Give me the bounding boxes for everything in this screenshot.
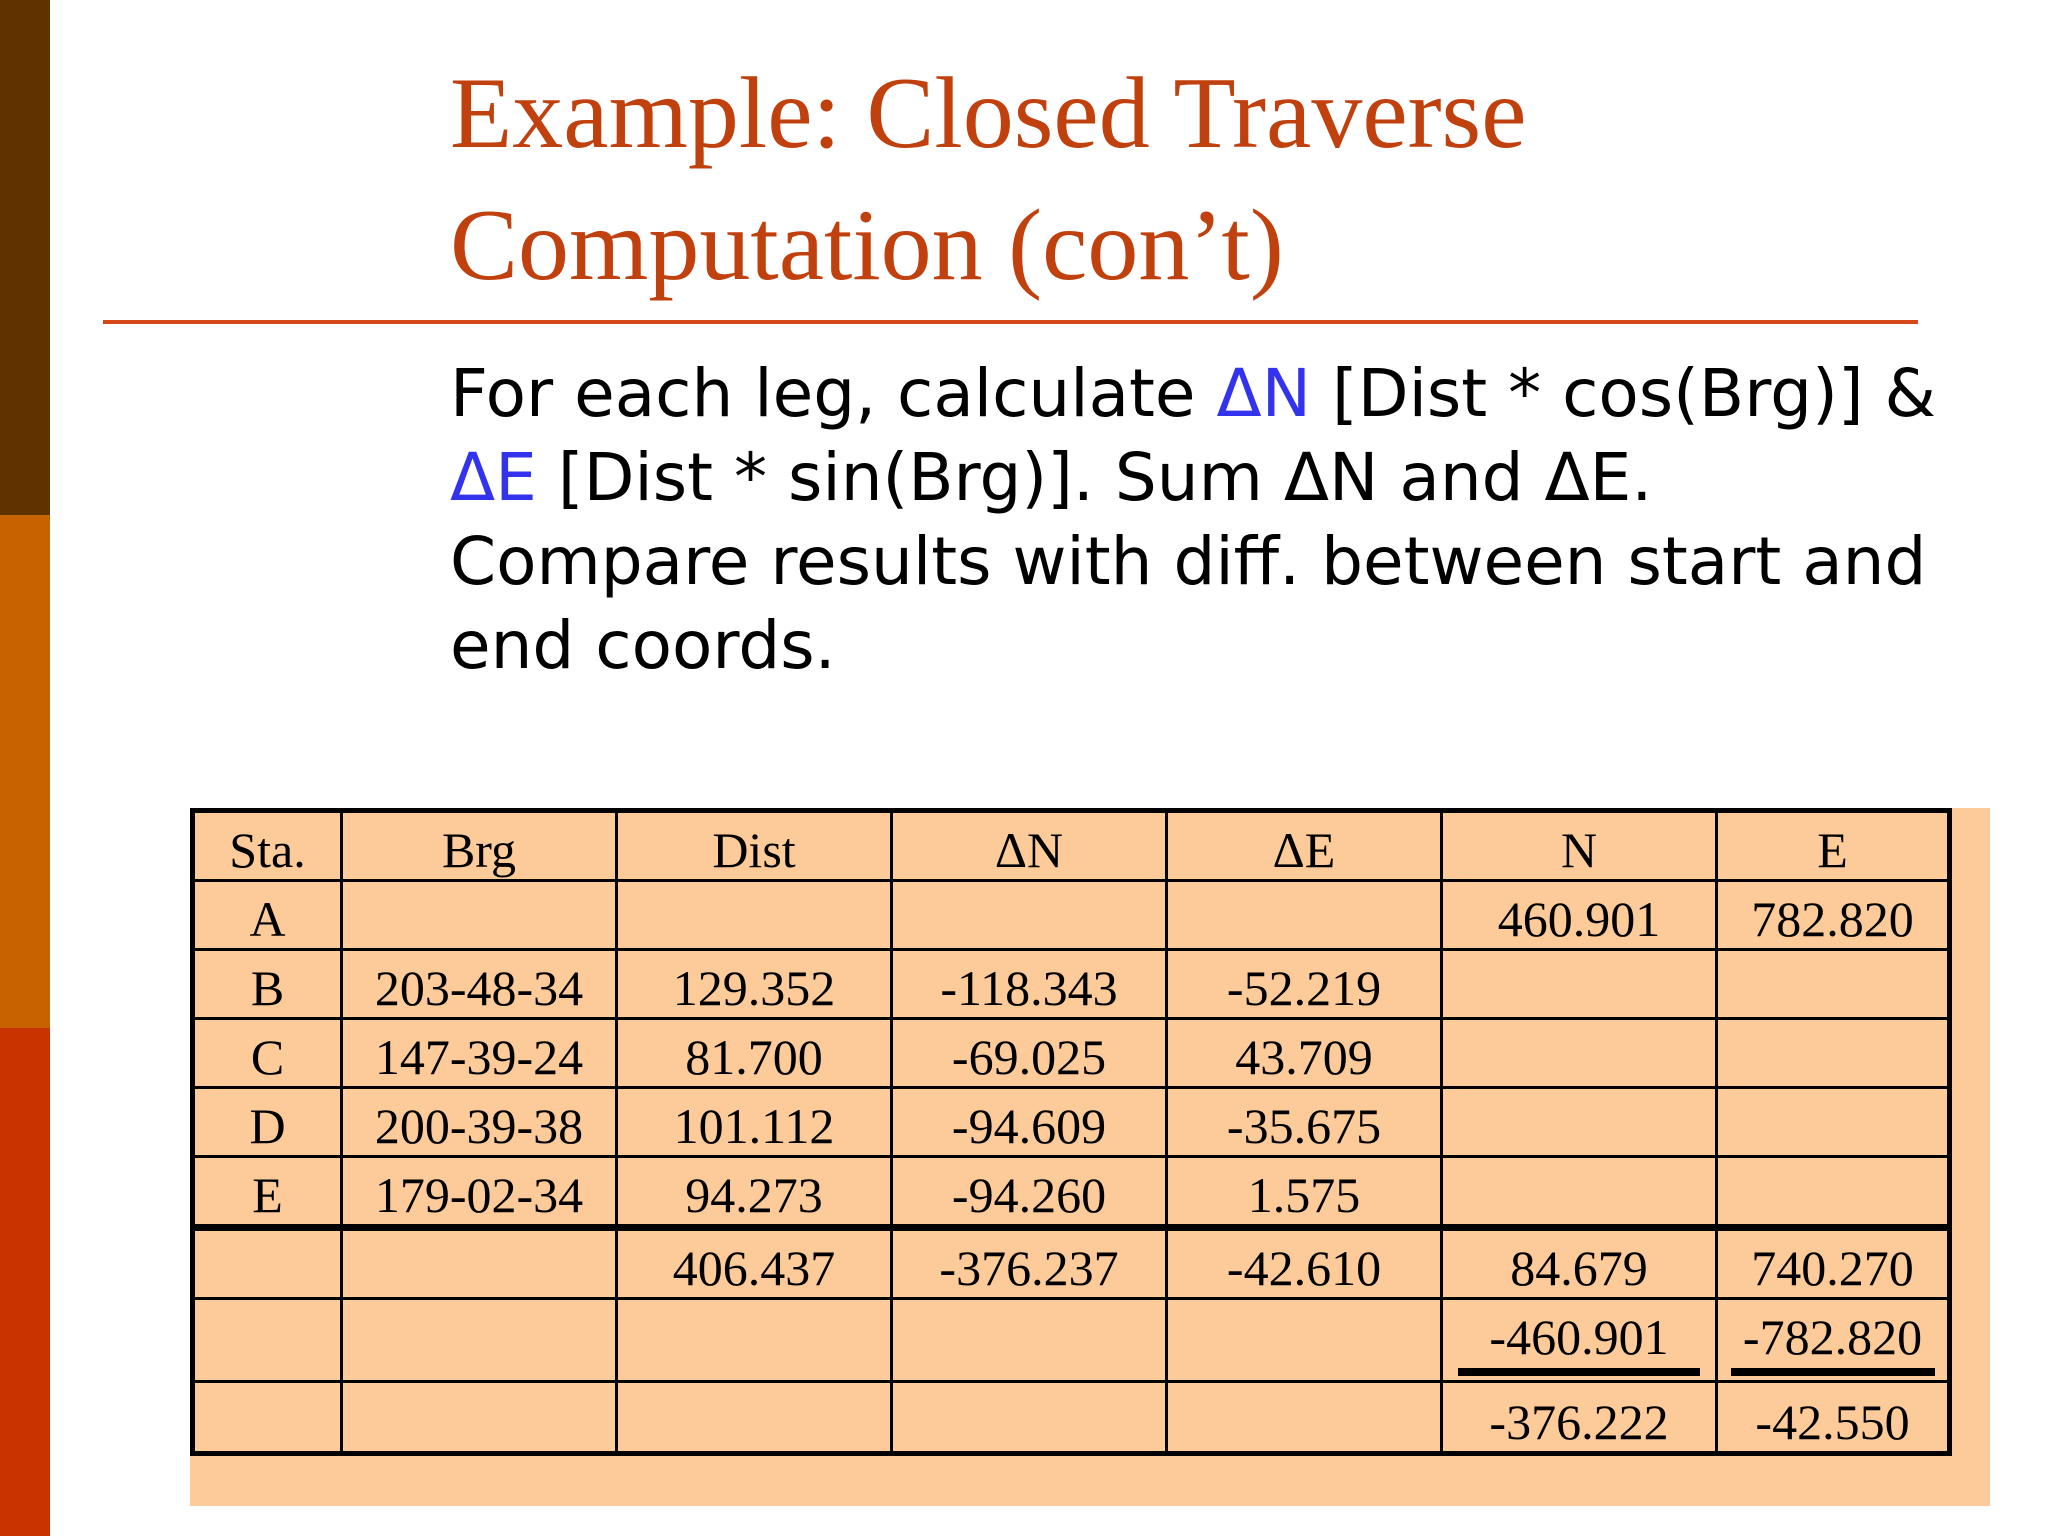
end-e: 740.270 (1717, 1228, 1950, 1299)
side-bar-orange (0, 515, 50, 1028)
table-cell: 179-02-34 (342, 1157, 617, 1228)
traverse-table (190, 808, 1952, 1456)
title-divider (103, 320, 1918, 324)
table-cell: B (193, 950, 342, 1019)
table-cell: C (193, 1019, 342, 1088)
table-cell (342, 1299, 617, 1382)
delta-e-highlight: ΔE (450, 439, 537, 516)
table-cell: 200-39-38 (342, 1088, 617, 1157)
table-cell: -94.260 (892, 1157, 1167, 1228)
table-cell (892, 1382, 1167, 1454)
delta-n-highlight: ΔN (1216, 355, 1312, 432)
table-cell (342, 1382, 617, 1454)
table-cell: A (193, 881, 342, 950)
result-row (193, 1382, 1950, 1454)
table-cell: 81.700 (617, 1019, 892, 1088)
table-cell (617, 1382, 892, 1454)
table-cell (1717, 1157, 1950, 1228)
instruction-text (450, 352, 1950, 688)
table-cell (342, 1228, 617, 1299)
table-cell (193, 1228, 342, 1299)
table-cell: 94.273 (617, 1157, 892, 1228)
table-cell (193, 1299, 342, 1382)
sum-delta-e: -42.610 (1167, 1228, 1442, 1299)
start-e-negated: -782.820 (1742, 1309, 1923, 1365)
table-cell: -118.343 (892, 950, 1167, 1019)
header-delta-e: ΔE (1167, 811, 1442, 881)
table-row (193, 950, 1950, 1019)
table-row (193, 1157, 1950, 1228)
table-cell: 147-39-24 (342, 1019, 617, 1088)
table-cell (342, 881, 617, 950)
title-line-1: Example: Closed Traverse (450, 57, 1527, 170)
end-n: 84.679 (1442, 1228, 1717, 1299)
table-cell (1442, 1088, 1717, 1157)
subtract-row (193, 1299, 1950, 1382)
header-n: N (1442, 811, 1717, 881)
table-row (193, 881, 1950, 950)
subtraction-underline (1458, 1368, 1700, 1376)
table-cell: 101.112 (617, 1088, 892, 1157)
sum-row (193, 1228, 1950, 1299)
header-e: E (1717, 811, 1950, 881)
table-cell (1167, 1382, 1442, 1454)
table-cell: 782.820 (1717, 881, 1950, 950)
header-brg: Brg (342, 811, 617, 881)
table-row (193, 1088, 1950, 1157)
subtraction-underline (1731, 1368, 1935, 1376)
table-cell: E (193, 1157, 342, 1228)
table-cell (193, 1382, 342, 1454)
table-cell: 129.352 (617, 950, 892, 1019)
sum-delta-n: -376.237 (892, 1228, 1167, 1299)
header-delta-n: ΔN (892, 811, 1167, 881)
table-cell: 1.575 (1167, 1157, 1442, 1228)
side-bar-red (0, 1028, 50, 1536)
table-cell: -52.219 (1167, 950, 1442, 1019)
table-cell: 203-48-34 (342, 950, 617, 1019)
header-dist: Dist (617, 811, 892, 881)
subtract-e-cell (1717, 1299, 1950, 1382)
table-row (193, 1019, 1950, 1088)
table-cell (1167, 1299, 1442, 1382)
table-cell (1442, 1019, 1717, 1088)
table-cell: 43.709 (1167, 1019, 1442, 1088)
instruction-part-1: For each leg, calculate (450, 355, 1217, 432)
table-cell: 460.901 (1442, 881, 1717, 950)
table-cell: -35.675 (1167, 1088, 1442, 1157)
table-cell (1442, 950, 1717, 1019)
instruction-part-3: [Dist * sin(Brg)]. Sum ΔN and ΔE. Compare results with diff. between start and end coords. (450, 439, 1927, 684)
table-cell (892, 1299, 1167, 1382)
table-cell (1442, 1157, 1717, 1228)
table-header-row (193, 811, 1950, 881)
start-n-negated: -460.901 (1489, 1309, 1669, 1365)
table-cell (617, 1299, 892, 1382)
table-cell (617, 881, 892, 950)
table-cell (1167, 881, 1442, 950)
table-cell (1717, 1019, 1950, 1088)
sum-dist: 406.437 (617, 1228, 892, 1299)
result-e: -42.550 (1717, 1382, 1950, 1454)
table-cell (892, 881, 1167, 950)
table-cell (1717, 950, 1950, 1019)
instruction-part-2: [Dist * cos(Brg)] & (1311, 355, 1937, 432)
table-cell: -69.025 (892, 1019, 1167, 1088)
result-n: -376.222 (1442, 1382, 1717, 1454)
table-cell (1717, 1088, 1950, 1157)
table-cell: D (193, 1088, 342, 1157)
table-cell: -94.609 (892, 1088, 1167, 1157)
subtract-n-cell (1442, 1299, 1717, 1382)
header-sta: Sta. (193, 811, 342, 881)
title-line-2: Computation (con’t) (450, 189, 1284, 302)
side-bar-dark (0, 0, 50, 515)
slide-title (450, 48, 1950, 312)
